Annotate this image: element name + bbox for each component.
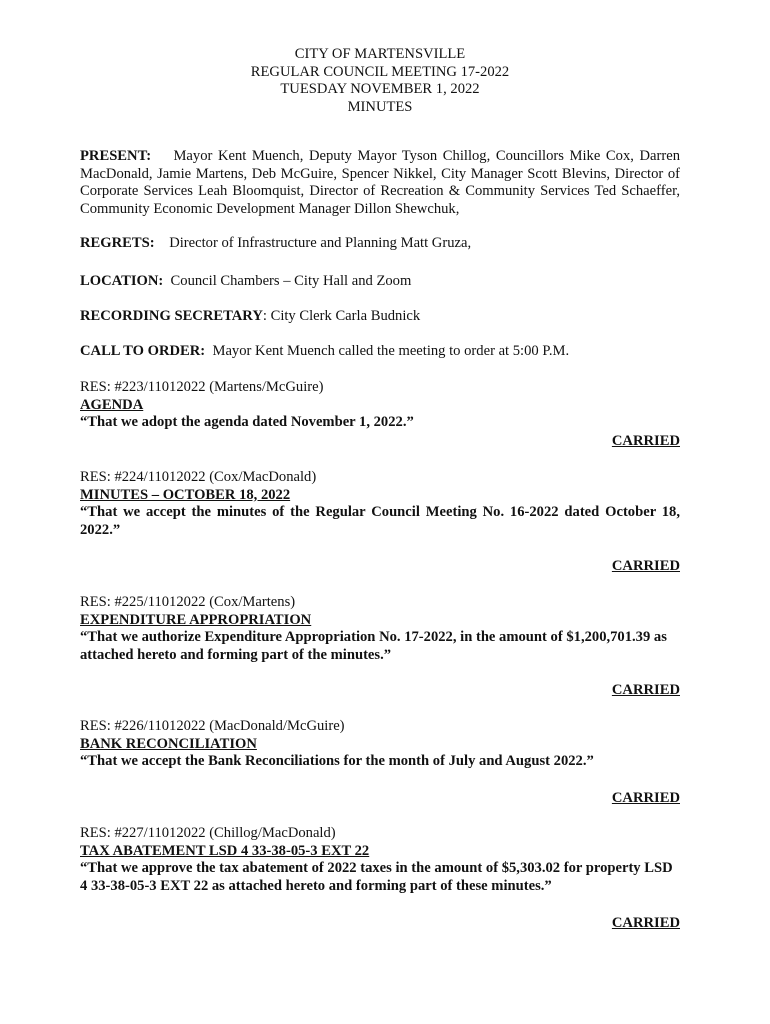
present-text: Mayor Kent Muench, Deputy Mayor Tyson Chillog, Councillors Mike Cox, Darren MacDonald, Jamie Martens, Deb McGuire, Spencer Nikkel, City Manager Scott Blevins, Director of Corporate Services Leah Bloomquist, Director of Recreation & Community Services Ted Schaeffer, Community Economic Development Manager Dillon Shewchuk, — [80, 148, 680, 217]
resolution-status: CARRIED — [611, 915, 680, 931]
header-meeting: REGULAR COUNCIL MEETING 17-2022 — [250, 63, 510, 80]
resolution-status: CARRIED — [611, 790, 680, 806]
resolution-title: MINUTES – OCTOBER 18, 2022 — [80, 486, 291, 503]
header-minutes: MINUTES — [347, 98, 413, 115]
resolution — [80, 718, 680, 771]
resolution-number: RES: #225/11012022 (Cox/Martens) — [80, 594, 296, 610]
call-to-order-section — [80, 343, 680, 361]
resolution-motion: “That we authorize Expenditure Appropriation No. 17-2022, in the amount of $1,200,701.39 as attached hereto and forming part of the minutes.” — [80, 629, 667, 663]
secretary-section — [80, 308, 680, 326]
resolution-status: CARRIED — [611, 682, 680, 698]
secretary-text: : City Clerk Carla Budnick — [262, 308, 421, 324]
document-header — [80, 46, 680, 116]
resolution-title: EXPENDITURE APPROPRIATION — [80, 611, 312, 628]
resolution-status: CARRIED — [611, 558, 680, 574]
resolution-status: CARRIED — [611, 433, 680, 449]
resolution-motion: “That we approve the tax abatement of 2022 taxes in the amount of $5,303.02 for property LSD 4 33-38-05-3 EXT 22 as attached hereto and forming part of these minutes.” — [80, 860, 673, 894]
location-label: LOCATION: — [80, 273, 164, 289]
resolution-motion: “That we accept the Bank Reconciliations for the month of July and August 2022.” — [80, 753, 594, 770]
location-section — [80, 273, 680, 291]
present-label: PRESENT: — [80, 148, 152, 164]
regrets-text: Director of Infrastructure and Planning Matt Gruza, — [169, 235, 472, 251]
resolution — [80, 379, 680, 432]
resolution-number: RES: #223/11012022 (Martens/McGuire) — [80, 379, 324, 395]
call-to-order-text: Mayor Kent Muench called the meeting to order at 5:00 P.M. — [212, 343, 570, 359]
call-to-order-label: CALL TO ORDER: — [80, 343, 206, 359]
regrets-label: REGRETS: — [80, 235, 155, 251]
resolution-title: BANK RECONCILIATION — [80, 735, 257, 752]
resolution-number: RES: #224/11012022 (Cox/MacDonald) — [80, 469, 317, 485]
regrets-section — [80, 235, 680, 253]
header-date: TUESDAY NOVEMBER 1, 2022 — [280, 81, 480, 98]
resolution-title: AGENDA — [80, 396, 144, 413]
present-section — [80, 148, 680, 218]
resolution — [80, 594, 680, 664]
resolution-number: RES: #226/11012022 (MacDonald/McGuire) — [80, 718, 345, 734]
header-city: CITY OF MARTENSVILLE — [294, 46, 466, 62]
resolution — [80, 469, 680, 539]
resolution-title: TAX ABATEMENT LSD 4 33-38-05-3 EXT 22 — [80, 842, 370, 859]
resolution — [80, 825, 680, 895]
resolution-number: RES: #227/11012022 (Chillog/MacDonald) — [80, 825, 336, 841]
location-text: Council Chambers – City Hall and Zoom — [170, 273, 412, 289]
secretary-label: RECORDING SECRETARY — [80, 308, 263, 324]
resolution-motion: “That we adopt the agenda dated November 1, 2022.” — [80, 414, 414, 431]
resolution-motion: “That we accept the minutes of the Regular Council Meeting No. 16-2022 dated October 18, 2022.” — [80, 504, 680, 538]
